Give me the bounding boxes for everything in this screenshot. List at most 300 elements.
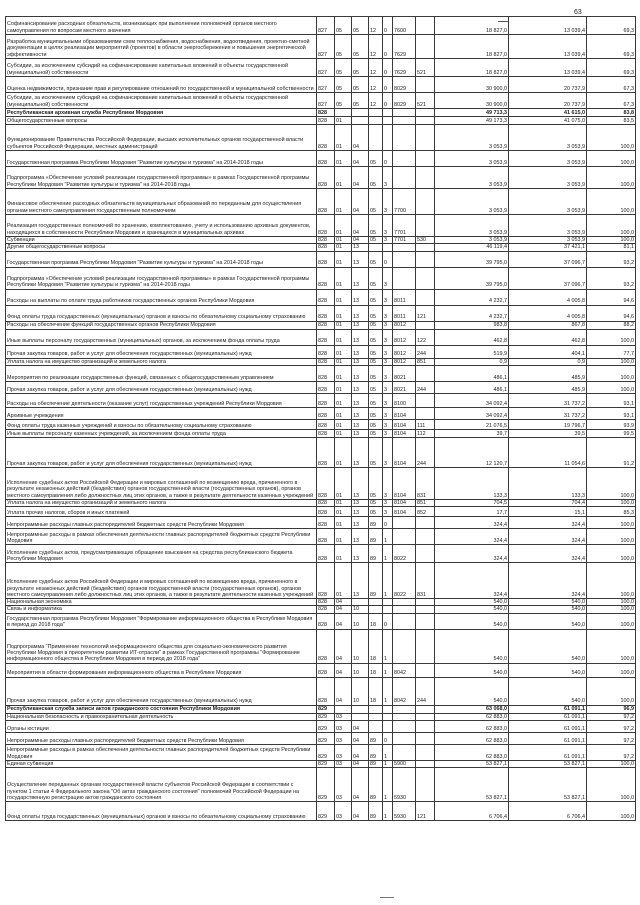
code-subsection: 13 xyxy=(352,467,369,499)
execution-percent: 100,0 xyxy=(587,529,636,545)
execution-percent: 81,1 xyxy=(587,244,636,251)
execution-percent: 96,9 xyxy=(587,705,636,713)
code-ministry: 828 xyxy=(317,407,335,419)
executed-value: 3 053,9 xyxy=(509,125,587,151)
row-name: Национальная экономика xyxy=(6,599,317,606)
code-subsection: 10 xyxy=(352,606,369,613)
code-section: 01 xyxy=(335,365,352,381)
planned-value: 63 068,0 xyxy=(435,705,509,713)
execution-percent: 91,2 xyxy=(587,437,636,467)
code-program: 89 xyxy=(369,517,383,529)
code-section: 01 xyxy=(335,467,352,499)
planned-value: 462,8 xyxy=(435,329,509,345)
table-row xyxy=(6,677,636,705)
code-ministry: 828 xyxy=(317,606,335,613)
execution-percent: 77,7 xyxy=(587,345,636,358)
execution-percent: 67,3 xyxy=(587,77,636,93)
code-subprogram xyxy=(383,244,393,251)
code-target xyxy=(393,629,416,663)
code-expense-type: 521 xyxy=(416,59,435,77)
code-section xyxy=(335,109,352,117)
table-row xyxy=(6,125,636,151)
code-target xyxy=(393,599,416,606)
executed-value: 540,0 xyxy=(509,629,587,663)
code-target: 8021 xyxy=(393,381,416,393)
row-name: Непрограммные расходы в рамках обеспечения деятельности главных распорядителей бюджетных средств Республики Мордовия xyxy=(6,529,317,545)
execution-percent: 94,6 xyxy=(587,289,636,305)
code-subprogram xyxy=(383,599,393,606)
execution-percent: 100,0 xyxy=(587,358,636,365)
execution-percent: 100,0 xyxy=(587,761,636,768)
code-subsection: 05 xyxy=(352,77,369,93)
execution-percent: 83,5 xyxy=(587,117,636,125)
row-name: Подпрограмма «Обеспечение условий реализации государственной программы» в рамках Государственной программы Республики Мордовия "Развитие культуры и туризма" на 2014-2018 годы xyxy=(6,267,317,289)
code-program: 05 xyxy=(369,215,383,237)
planned-value: 53 827,1 xyxy=(435,768,509,802)
code-section: 04 xyxy=(335,677,352,705)
execution-percent: 88,2 xyxy=(587,321,636,329)
code-subprogram: 3 xyxy=(383,393,393,407)
code-section: 03 xyxy=(335,733,352,745)
code-program: 18 xyxy=(369,629,383,663)
code-subprogram xyxy=(383,705,393,713)
code-subsection: 10 xyxy=(352,677,369,705)
code-ministry: 828 xyxy=(317,329,335,345)
row-name: Субсидии, за исключением субсидий на софинансирование капитальных вложений в объекты государственной (муниципальной) собственности xyxy=(6,93,317,109)
code-ministry: 828 xyxy=(317,629,335,663)
executed-value: 61 091,1 xyxy=(509,745,587,761)
code-subprogram: 3 xyxy=(383,237,393,244)
code-subsection: 13 xyxy=(352,545,369,563)
row-name: Республиканская архивная служба Республики Мордовия xyxy=(6,109,317,117)
code-ministry: 828 xyxy=(317,545,335,563)
executed-value: 13 039,4 xyxy=(509,35,587,59)
code-target: 8100 xyxy=(393,393,416,407)
code-ministry: 828 xyxy=(317,215,335,237)
code-program: 89 xyxy=(369,761,383,768)
code-subsection: 04 xyxy=(352,237,369,244)
code-target: 8012 xyxy=(393,358,416,365)
row-name: Государственная программа Республики Мордовия "Развитие культуры и туризма" на 2014-2018 годы xyxy=(6,251,317,267)
code-program: 89 xyxy=(369,745,383,761)
code-section: 01 xyxy=(335,545,352,563)
planned-value: 540,0 xyxy=(435,599,509,606)
code-target: 8012 xyxy=(393,329,416,345)
code-expense-type: 244 xyxy=(416,677,435,705)
code-subsection: 13 xyxy=(352,305,369,321)
code-expense-type xyxy=(416,613,435,629)
code-target xyxy=(393,606,416,613)
code-expense-type: 244 xyxy=(416,381,435,393)
code-subprogram: 0 xyxy=(383,733,393,745)
execution-percent: 100,0 xyxy=(587,599,636,606)
code-subprogram: 1 xyxy=(383,529,393,545)
code-ministry: 828 xyxy=(317,189,335,215)
code-section: 01 xyxy=(335,237,352,244)
execution-percent: 83,8 xyxy=(587,109,636,117)
code-target xyxy=(393,705,416,713)
executed-value: 540,0 xyxy=(509,606,587,613)
executed-value: 540,0 xyxy=(509,613,587,629)
code-subprogram: 0 xyxy=(383,77,393,93)
code-ministry: 828 xyxy=(317,109,335,117)
code-program: 05 xyxy=(369,189,383,215)
execution-percent: 97,2 xyxy=(587,713,636,720)
code-section: 03 xyxy=(335,761,352,768)
row-name: Разработка муниципальными образованиями схем теплоснабжения, водоснабжения, водоотведения, проектно-сметной документации в целях реализации мероприятий (проектов) в области энергосбережения и повышения энергетической эффективности xyxy=(6,35,317,59)
row-name: Государственная программа Республики Мордовия "Развитие культуры и туризма" на 2014-2018 годы xyxy=(6,151,317,167)
code-program: 05 xyxy=(369,365,383,381)
code-expense-type: 851 xyxy=(416,499,435,506)
table-row xyxy=(6,305,636,321)
executed-value: 462,8 xyxy=(509,329,587,345)
executed-value: 540,0 xyxy=(509,599,587,606)
code-section: 03 xyxy=(335,721,352,733)
code-target: 8104 xyxy=(393,407,416,419)
table-row xyxy=(6,599,636,606)
executed-value: 4 005,8 xyxy=(509,289,587,305)
code-subsection: 10 xyxy=(352,629,369,663)
executed-value: 37 096,7 xyxy=(509,267,587,289)
planned-value: 324,4 xyxy=(435,529,509,545)
table-row xyxy=(6,407,636,419)
code-subprogram: 3 xyxy=(383,321,393,329)
code-target xyxy=(393,713,416,720)
code-section: 04 xyxy=(335,606,352,613)
planned-value: 133,3 xyxy=(435,467,509,499)
executed-value: 3 053,9 xyxy=(509,237,587,244)
code-program xyxy=(369,599,383,606)
code-program: 89 xyxy=(369,802,383,821)
code-target: 7629 xyxy=(393,35,416,59)
code-expense-type: 521 xyxy=(416,93,435,109)
execution-percent: 69,3 xyxy=(587,17,636,35)
code-target xyxy=(393,745,416,761)
code-section: 03 xyxy=(335,745,352,761)
row-name: Мероприятия в области формирования информационного общества в Республике Мордовия xyxy=(6,663,317,677)
code-section: 01 xyxy=(335,267,352,289)
code-target xyxy=(393,125,416,151)
code-ministry: 828 xyxy=(317,437,335,467)
code-subsection: 13 xyxy=(352,321,369,329)
code-expense-type xyxy=(416,125,435,151)
code-ministry: 829 xyxy=(317,768,335,802)
code-program xyxy=(369,606,383,613)
code-section: 01 xyxy=(335,215,352,237)
planned-value: 34 092,4 xyxy=(435,407,509,419)
code-section: 01 xyxy=(335,289,352,305)
planned-value: 18 827,0 xyxy=(435,35,509,59)
execution-percent: 100,0 xyxy=(587,663,636,677)
code-expense-type xyxy=(416,768,435,802)
code-subsection: 13 xyxy=(352,393,369,407)
code-section: 01 xyxy=(335,251,352,267)
code-subsection: 04 xyxy=(352,125,369,151)
executed-value: 704,4 xyxy=(509,499,587,506)
code-expense-type xyxy=(416,35,435,59)
code-target xyxy=(393,517,416,529)
code-target: 7700 xyxy=(393,189,416,215)
executed-value: 39,5 xyxy=(509,429,587,437)
code-ministry: 828 xyxy=(317,237,335,244)
execution-percent: 100,0 xyxy=(587,365,636,381)
code-target: 8104 xyxy=(393,419,416,429)
code-ministry: 829 xyxy=(317,705,335,713)
code-target: 7701 xyxy=(393,237,416,244)
code-expense-type xyxy=(416,17,435,35)
code-ministry: 828 xyxy=(317,244,335,251)
code-program: 05 xyxy=(369,289,383,305)
table-row xyxy=(6,545,636,563)
code-section xyxy=(335,705,352,713)
code-ministry: 828 xyxy=(317,358,335,365)
code-subprogram: 3 xyxy=(383,365,393,381)
planned-value: 3 053,9 xyxy=(435,125,509,151)
code-target: 8012 xyxy=(393,345,416,358)
planned-value: 324,4 xyxy=(435,563,509,599)
code-subprogram xyxy=(383,125,393,151)
row-name: Непрограммные расходы в рамках обеспечения деятельности главных распорядителей бюджетных средств Республики Мордовия xyxy=(6,745,317,761)
code-expense-type xyxy=(416,599,435,606)
executed-value: 31 737,2 xyxy=(509,393,587,407)
code-ministry: 827 xyxy=(317,35,335,59)
table-row xyxy=(6,517,636,529)
row-name: Связь и информатика xyxy=(6,606,317,613)
code-program: 05 xyxy=(369,393,383,407)
code-expense-type xyxy=(416,167,435,189)
code-program: 12 xyxy=(369,93,383,109)
code-ministry: 828 xyxy=(317,125,335,151)
table-row xyxy=(6,251,636,267)
executed-value: 41 075,0 xyxy=(509,117,587,125)
code-ministry: 828 xyxy=(317,419,335,429)
planned-value: 17,7 xyxy=(435,507,509,517)
code-target: 5930 xyxy=(393,802,416,821)
table-row xyxy=(6,507,636,517)
table-row xyxy=(6,429,636,437)
code-subprogram: 3 xyxy=(383,437,393,467)
executed-value: 19 796,7 xyxy=(509,419,587,429)
code-program: 12 xyxy=(369,17,383,35)
code-section: 01 xyxy=(335,167,352,189)
execution-percent: 97,2 xyxy=(587,745,636,761)
code-expense-type xyxy=(416,189,435,215)
planned-value: 4 232,7 xyxy=(435,305,509,321)
code-subprogram: 3 xyxy=(383,215,393,237)
code-subprogram: 0 xyxy=(383,517,393,529)
code-expense-type xyxy=(416,365,435,381)
code-subprogram: 1 xyxy=(383,802,393,821)
code-program: 18 xyxy=(369,677,383,705)
code-ministry: 829 xyxy=(317,733,335,745)
code-subsection: 04 xyxy=(352,768,369,802)
execution-percent: 100,0 xyxy=(587,677,636,705)
code-ministry: 828 xyxy=(317,663,335,677)
code-subprogram: 0 xyxy=(383,35,393,59)
code-target xyxy=(393,733,416,745)
planned-value: 49 713,3 xyxy=(435,109,509,117)
executed-value: 13 039,4 xyxy=(509,17,587,35)
executed-value: 53 827,1 xyxy=(509,761,587,768)
code-section: 01 xyxy=(335,517,352,529)
planned-value: 540,0 xyxy=(435,613,509,629)
row-name: Функционирование Правительства Российской Федерации, высших исполнительных органов государственной власти субъектов Российской Федерации, местных администраций xyxy=(6,125,317,151)
execution-percent: 100,0 xyxy=(587,381,636,393)
table-row xyxy=(6,629,636,663)
planned-value: 324,4 xyxy=(435,545,509,563)
code-target: 8021 xyxy=(393,365,416,381)
planned-value: 540,0 xyxy=(435,629,509,663)
planned-value: 62 883,0 xyxy=(435,745,509,761)
planned-value: 3 053,9 xyxy=(435,151,509,167)
code-target: 8022 xyxy=(393,563,416,599)
code-section: 04 xyxy=(335,599,352,606)
execution-percent: 93,2 xyxy=(587,267,636,289)
planned-value: 39,7 xyxy=(435,429,509,437)
code-program: 05 xyxy=(369,345,383,358)
planned-value: 3 053,9 xyxy=(435,237,509,244)
code-subsection: 04 xyxy=(352,189,369,215)
row-name: Единая субвенция xyxy=(6,761,317,768)
code-target xyxy=(393,109,416,117)
code-program: 05 xyxy=(369,251,383,267)
row-name: Национальная безопасность и правоохранительная деятельность xyxy=(6,713,317,720)
code-expense-type xyxy=(416,251,435,267)
budget-table xyxy=(5,16,636,821)
row-name: Уплата налога на имущество организаций и земельного налога xyxy=(6,499,317,506)
code-subprogram xyxy=(383,109,393,117)
code-section: 01 xyxy=(335,358,352,365)
code-ministry: 829 xyxy=(317,745,335,761)
code-section: 04 xyxy=(335,629,352,663)
row-name: Мероприятия по реализации государственных функций, связанных с общегосударственным управлением xyxy=(6,365,317,381)
code-program xyxy=(369,109,383,117)
code-section: 01 xyxy=(335,305,352,321)
code-program: 89 xyxy=(369,545,383,563)
table-row xyxy=(6,802,636,821)
execution-percent: 93,1 xyxy=(587,407,636,419)
code-program: 05 xyxy=(369,507,383,517)
code-target xyxy=(393,613,416,629)
code-ministry: 828 xyxy=(317,429,335,437)
code-program: 12 xyxy=(369,35,383,59)
executed-value: 20 737,9 xyxy=(509,77,587,93)
executed-value: 41 615,0 xyxy=(509,109,587,117)
table-row xyxy=(6,713,636,720)
execution-percent: 100,0 xyxy=(587,545,636,563)
execution-percent: 97,2 xyxy=(587,721,636,733)
table-row xyxy=(6,237,636,244)
code-subprogram: 1 xyxy=(383,745,393,761)
code-expense-type: 851 xyxy=(416,358,435,365)
code-section: 04 xyxy=(335,663,352,677)
planned-value: 540,0 xyxy=(435,663,509,677)
code-program: 05 xyxy=(369,151,383,167)
code-ministry: 828 xyxy=(317,529,335,545)
code-subsection: 13 xyxy=(352,429,369,437)
row-name: Субвенции xyxy=(6,237,317,244)
code-subsection: 13 xyxy=(352,517,369,529)
execution-percent: 100,0 xyxy=(587,563,636,599)
code-program: 18 xyxy=(369,613,383,629)
code-section: 01 xyxy=(335,529,352,545)
code-subprogram: 0 xyxy=(383,251,393,267)
code-program: 05 xyxy=(369,358,383,365)
executed-value: 324,4 xyxy=(509,545,587,563)
row-name: Субсидии, за исключением субсидий на софинансирование капитальных вложений в объекты государственной (муниципальной) собственности xyxy=(6,59,317,77)
code-ministry: 828 xyxy=(317,507,335,517)
row-name: Реализация государственных полномочий по хранению, комплектованию, учету и использованию архивных документов, находящихся в собственности Республики Мордовия и хранящихся в муниципальных архивах xyxy=(6,215,317,237)
code-subsection: 13 xyxy=(352,365,369,381)
code-subsection: 05 xyxy=(352,35,369,59)
code-expense-type xyxy=(416,745,435,761)
planned-value: 3 053,9 xyxy=(435,167,509,189)
code-target: 8104 xyxy=(393,437,416,467)
execution-percent: 100,0 xyxy=(587,613,636,629)
code-subsection: 10 xyxy=(352,663,369,677)
code-subprogram: 0 xyxy=(383,151,393,167)
code-expense-type xyxy=(416,663,435,677)
code-subsection: 13 xyxy=(352,329,369,345)
code-target xyxy=(393,151,416,167)
table-row xyxy=(6,563,636,599)
code-subprogram xyxy=(383,721,393,733)
code-section: 01 xyxy=(335,244,352,251)
code-subsection: 13 xyxy=(352,507,369,517)
code-expense-type xyxy=(416,77,435,93)
planned-value: 540,0 xyxy=(435,606,509,613)
table-row xyxy=(6,59,636,77)
table-row xyxy=(6,529,636,545)
code-target: 8029 xyxy=(393,93,416,109)
code-subprogram: 3 xyxy=(383,467,393,499)
code-subsection: 10 xyxy=(352,613,369,629)
planned-value: 12 120,7 xyxy=(435,437,509,467)
code-target: 7629 xyxy=(393,59,416,77)
planned-value: 62 883,0 xyxy=(435,721,509,733)
code-section: 03 xyxy=(335,768,352,802)
execution-percent: 69,3 xyxy=(587,35,636,59)
table-row xyxy=(6,437,636,467)
planned-value: 49 173,3 xyxy=(435,117,509,125)
code-expense-type: 244 xyxy=(416,437,435,467)
code-subsection: 13 xyxy=(352,289,369,305)
code-program: 05 xyxy=(369,437,383,467)
code-subprogram: 3 xyxy=(383,381,393,393)
row-name: Уплата прочих налогов, сборов и иных платежей xyxy=(6,507,317,517)
code-ministry: 828 xyxy=(317,563,335,599)
code-subsection: 13 xyxy=(352,529,369,545)
code-ministry: 828 xyxy=(317,517,335,529)
code-program xyxy=(369,244,383,251)
code-target xyxy=(393,721,416,733)
code-target xyxy=(393,267,416,289)
planned-value: 62 883,0 xyxy=(435,733,509,745)
code-program: 05 xyxy=(369,321,383,329)
code-subprogram: 3 xyxy=(383,345,393,358)
code-program: 05 xyxy=(369,305,383,321)
code-expense-type: 122 xyxy=(416,329,435,345)
code-target: 7600 xyxy=(393,17,416,35)
row-name: Исполнение судебных актов Российской Федерации и мировых соглашений по возмещению вреда, причиненного в результате незаконных действий (бездействия) органов государственной власти (государственных органов), органов местного самоуправления либо должностных лиц этих органов, а также в результате деятельности казенных учреждений xyxy=(6,563,317,599)
code-ministry: 828 xyxy=(317,467,335,499)
table-row xyxy=(6,499,636,506)
code-subsection: 13 xyxy=(352,499,369,506)
code-subprogram: 3 xyxy=(383,419,393,429)
code-expense-type xyxy=(416,529,435,545)
row-name: Расходы на выплаты по оплате труда работников государственных органов Республики Мордовия xyxy=(6,289,317,305)
code-expense-type: 244 xyxy=(416,345,435,358)
